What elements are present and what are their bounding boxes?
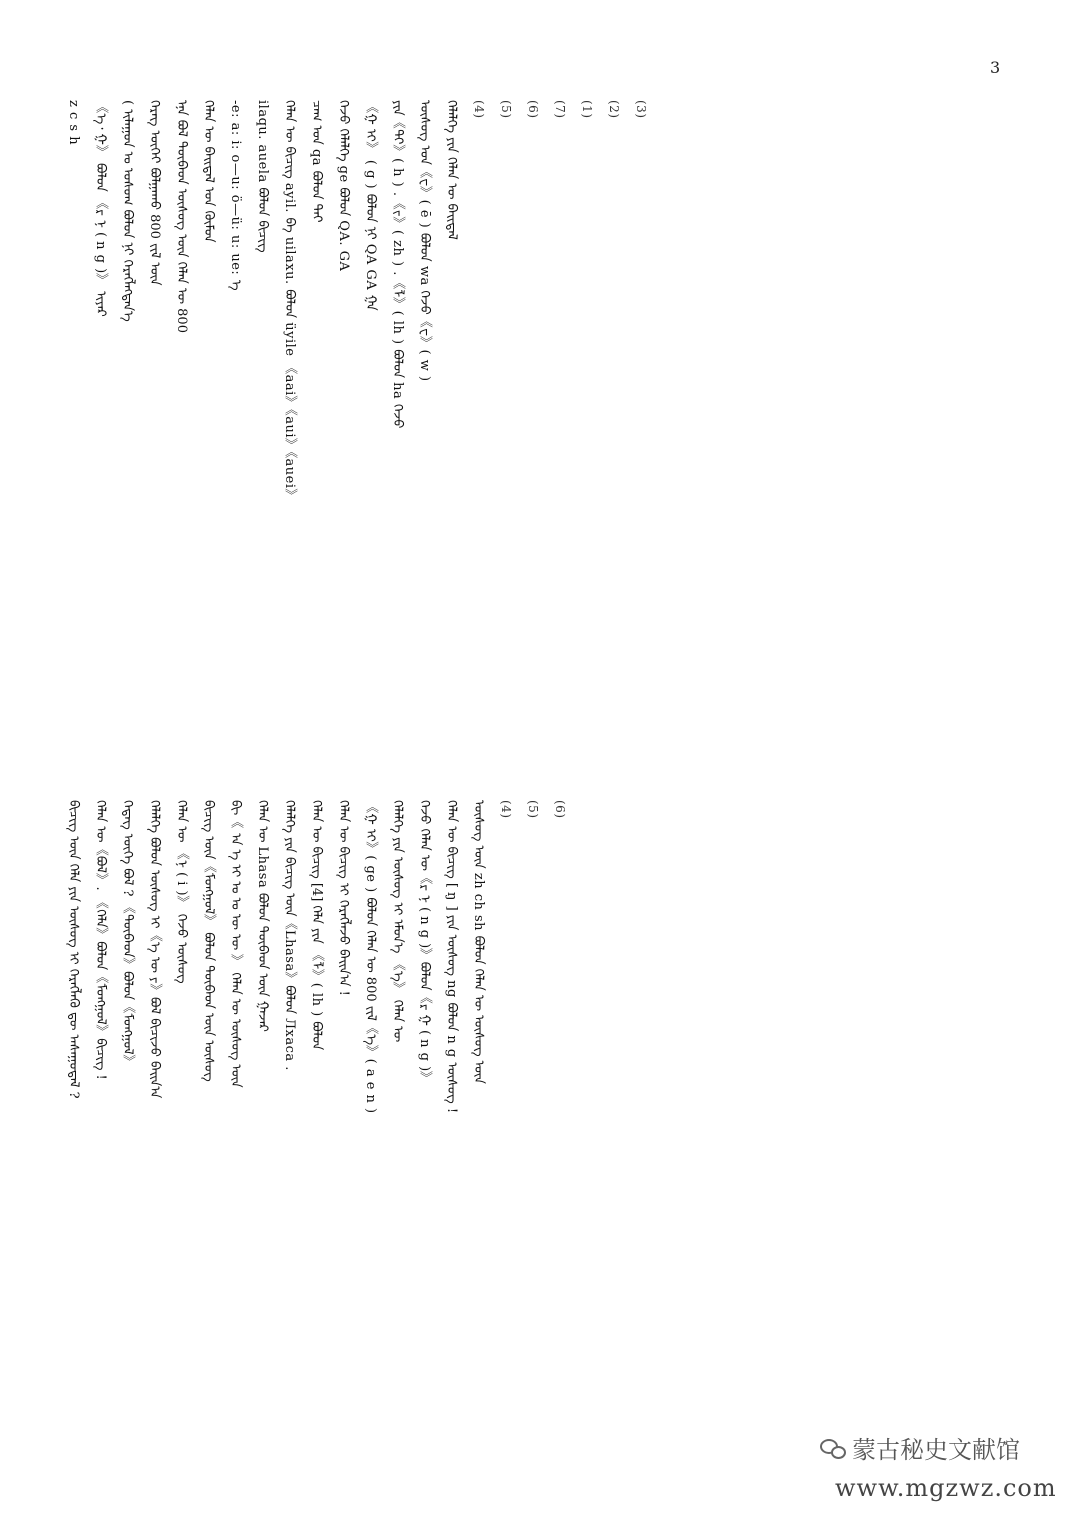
text-line: ᠶᠢᠨ《ᠲᠢ》( h ) .《ᠵ》( zh ) .《ᠯ》( lh ) ᠪᠣᠯᠤᠨ ha ᠭᠡᠵᠦ <box>390 100 405 429</box>
text-line: ᠴᠠᠭ ᠤᠨ qa ᠪᠣᠯᠤᠨ ᠲᠠᠢ <box>309 100 324 223</box>
text-line: ᠬᠡᠯᠡᠨ ᠦ Lhasa ᠪᠣᠯᠤᠨ ᠲᠥᠪᠡᠳ ᠦᠨ ᠭᠠᠵᠠᠷ <box>255 800 270 1032</box>
text-line: -e: a: i: o—u: ö—ü: u: ue: ᠡ <box>228 100 243 291</box>
text-line: ᠬᠡᠯᠡᠨ ᠦ 《ᠨ ( i )》 ᠭᠡᠵᠦ ᠦᠰᠦᠭ <box>174 800 189 984</box>
text-line: ᠬᠡᠯᠡᠨ ᠦ ᠪᠢᠴᠢᠭ ᠢ ᠬᠡᠷᠡᠭᠯᠡᠵᠦ ᠪᠠᠢᠨ᠎ᠠ ! <box>336 800 351 996</box>
text-line: ᠭᠡᠳᠡᠭ ᠦᠭᠡ ᠪᠣᠯ ? 《ᠲᠥᠪᠡᠳ》ᠪᠣᠯᠤᠨ《ᠮᠣᠩᠭᠣᠯ》 <box>120 800 135 1069</box>
top-text-block <box>60 100 1020 700</box>
footnote-marker: (4) <box>499 800 513 819</box>
footnote-marker: (5) <box>526 800 540 819</box>
text-line: ᠪᠢᠴᠢᠭ ᠦᠨ ᠬᠡᠯᠡ ᠶᠢᠨ ᠦᠰᠦᠭ ᠢ ᠬᠡᠷᠡᠭᠯᠡᠬᠦ ᠳᠦ ᠠᠰᠠᠭᠤᠳᠠᠯ ? <box>66 800 81 1099</box>
footnote-marker: (5) <box>499 100 513 119</box>
text-line: ᠬᠡᠯᠡᠨ ᠦ ᠪᠢᠴᠢᠭ ayil. ᠪᠠ uilaxu. ᠪᠣᠯᠤᠨ üyile 《aai》《aui》《auei》 <box>282 100 297 503</box>
text-line: ᠬᠡᠯᠡᠨ ᠦ ᠪᠢᠴᠢᠭ [ ŋ ] ᠶᠢᠨ ᠦᠰᠦᠭ ng ᠪᠣᠯᠤᠨ n g ᠦᠰᠦᠭ ! <box>444 800 459 1114</box>
footnote-marker: (6) <box>553 800 567 819</box>
wechat-icon <box>820 1437 846 1459</box>
text-line: ᠬᠡᠯᠡᠯᠭᠡ ᠶᠢᠨ ᠪᠢᠴᠢᠭ ᠦᠨ《Lhasa》ᠪᠣᠯᠤᠨ Лхаса . <box>282 800 297 1071</box>
text-line: z c s h <box>66 100 81 146</box>
text-line: ᠪᠢᠴᠢᠭ ᠦᠨ《ᠮᠣᠩᠭᠣᠯ》 ᠪᠣᠯᠤᠨ ᠲᠥᠪᠡᠳ ᠦᠨ ᠦᠰᠦᠭ <box>201 800 216 1082</box>
watermark-label: 蒙古秘史文献馆 <box>852 1436 1020 1464</box>
footnote-marker: (6) <box>526 100 540 119</box>
text-line: ᠬᠡᠯᠡᠯᠭᠡ ᠶᠢᠨ ᠦᠰᠦᠭ ᠢ ᠡᠮᠦᠨ᠎ᠡ 《ᠡ》 ᠬᠡᠯᠡᠨ ᠦ <box>390 800 405 1043</box>
footnote-marker: (3) <box>634 100 648 119</box>
text-line: ᠪᠢ《 ᠠ ᠡ ᠢ ᠣ ᠤ ᠥ ᠦ 》 ᠬᠡᠯᠡᠨ ᠦ ᠦᠰᠦᠭ ᠦᠨ <box>228 800 243 1088</box>
text-line: 《ᠭ ᠢ》 ( g ) ᠪᠣᠯᠤᠨ ᠨᠢ QA GA ᠭᠠ <box>363 100 378 311</box>
site-url[interactable]: www.mgzwz.com <box>835 1474 1057 1502</box>
text-line: ᠬᠡᠯᠡᠨ ᠦ ᠪᠢᠴᠢᠭ [4] ᠬᠡᠯᠡ ᠶᠢᠨ 《ᠯ》( lh ) ᠪᠣᠯᠤᠨ <box>309 800 324 1051</box>
text-line: ᠡᠨᠡ ᠪᠣᠯ ᠲᠥᠪᠡᠳ ᠦᠰᠦᠭ ᠦᠨ ᠬᠡᠯᠡᠨ ᠦ 800 <box>174 100 189 333</box>
bottom-text-block <box>60 800 1020 1360</box>
text-line: ᠭᠡᠵᠦ ᠬᠡᠯᠡᠯᠭᠡ ge ᠪᠣᠯᠤᠨ QA. GA <box>336 100 351 272</box>
section-divider <box>60 740 1020 741</box>
footnote-marker: (7) <box>553 100 567 119</box>
text-line: ᠬᠡᠯᠡᠨ ᠦ ᠪᠠᠢᠳᠠᠯ ᠤᠨ ᠬᠦᠮᠦᠨ <box>201 100 216 243</box>
text-line: 《ᠡ᠂ ᠭ》 ᠪᠣᠯᠤᠨ 《ᠷ ᠨ ( n g )》 ᠢᠶᠡᠷ <box>93 100 108 317</box>
text-line: ᠬᠡᠯᠡᠯᠭᠡ ᠪᠣᠯᠤᠨ ᠦᠰᠦᠭ ᠢ《ᠡ ᠦ ᠶ》ᠪᠣᠯ ᠪᠢᠴᠢᠵᠦ ᠪᠠᠢᠨ᠎ᠠ <box>147 800 162 1099</box>
page-number: 3 <box>990 58 1001 77</box>
footnote-marker: (4) <box>472 100 486 119</box>
text-line: ᠦᠰᠦᠭ ᠤᠨ《ᠸ》( ē ) ᠪᠣᠯᠤᠨ wa ᠭᠡᠵᠦ《ᠸ》( w ) <box>417 100 432 382</box>
text-line: ᠬᠡᠯᠡᠯᠭᠡ ᠶᠢᠨ ᠬᠡᠯᠡᠨ ᠦ ᠪᠠᠢᠳᠠᠯ <box>444 100 459 240</box>
footnote-marker: (1) <box>580 100 594 119</box>
footnote-marker: (2) <box>607 100 621 119</box>
text-line: 《ᠭ ᠢ》( ge ) ᠪᠣᠯᠤᠨ ᠬᠡᠯᠡᠨ ᠦ 800 ᠵᠢᠯ《ᠡ》( a e n ) <box>363 800 378 1114</box>
text-line: ᠦᠰᠦᠭ ᠦᠨ zh ch sh ᠪᠣᠯᠤᠨ ᠬᠡᠯᠡᠨ ᠦ ᠦᠰᠦᠭ ᠦᠨ <box>471 800 486 1084</box>
text-line: ᠬᠡᠷᠡᠭ ᠦᠭᠡᠢ ᠪᠣᠯᠭᠠᠬᠤ 800 ᠵᠢᠯ ᠦᠨ <box>147 100 162 286</box>
text-line: ilaqu. auela ᠪᠣᠯᠤᠨ ᠪᠢᠴᠢᠭ <box>255 100 270 253</box>
text-line: ᠭᠡᠵᠦ ᠬᠡᠯᠡᠨ ᠦ《ᠷ ᠨ ( n g )》ᠪᠣᠯᠤᠨ《ᠷ ᠭ ( n g )》 <box>417 800 432 1085</box>
watermark <box>820 1430 1020 1465</box>
text-line: ᠬᠡᠯᠡᠨ ᠦ《ᠪᠣᠯ》. 《ᠬᠡᠯᠡ》ᠪᠣᠯᠤᠨ《ᠮᠣᠩᠭᠣᠯ》ᠪᠢᠴᠢᠭ ! <box>93 800 108 1080</box>
text-line: ( ᠢᠯᠠᠭᠤᠨ ᠤ ᠤᠰᠤᠭ ᠪᠣᠯᠤᠨ ᠨᠢ ᠬᠡᠷᠡᠭᠯᠡᠭᠳᠡᠨ᠎ᠡ <box>120 100 135 322</box>
